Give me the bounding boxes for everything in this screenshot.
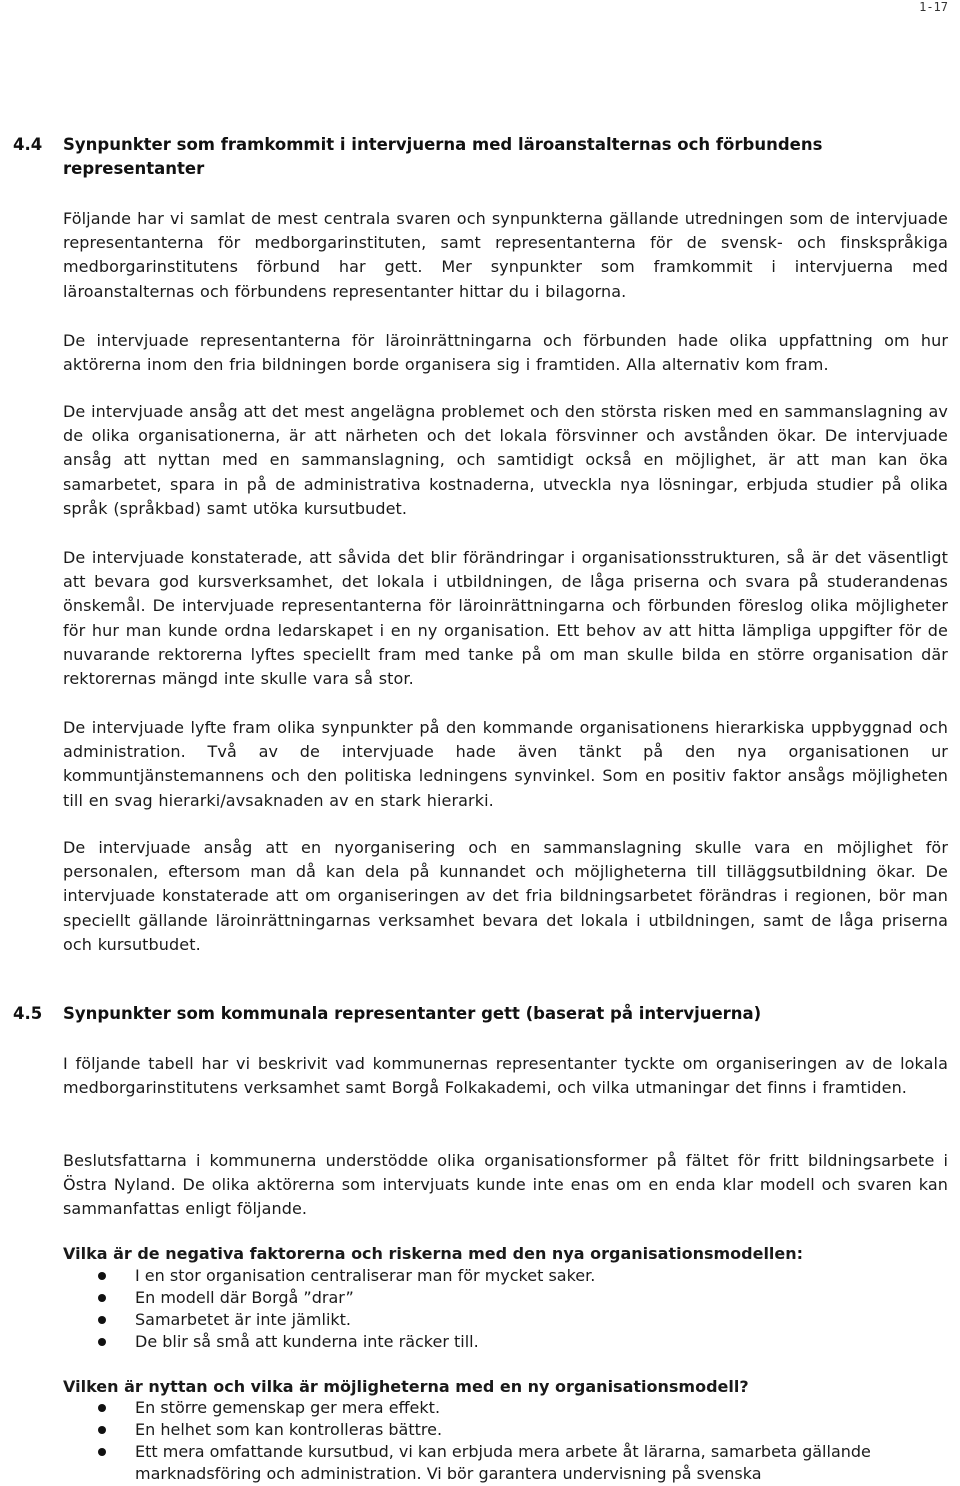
list-item [63, 1331, 948, 1353]
bullet-icon [98, 1426, 106, 1434]
paragraph: Beslutsfattarna i kommunerna understödde olika organisationsformer på fältet för fritt bildningsarbete i Östra Nyland. De olika aktörerna som intervjuats kunde inte enas om en enda klar modell och svaren kan sammanfattas enligt följande. [63, 1151, 948, 1219]
paragraph: De intervjuade ansåg att det mest angelägna problemet och den största risken med en sammanslagning av de olika organisationerna, är att närheten och det lokala försvinner och avstånden ökar. De intervjuade ansåg att nyttan med en sammanslagning, och samtidigt också en möjlighet, är att man kan öka samarbetet, spara in på de administrativa kostnaderna, utveckla nya lösningar, erbjuda studier på olika språk (språkbad) samt utöka kursutbudet. [63, 402, 948, 518]
bullet-icon [98, 1272, 106, 1280]
section-title: Synpunkter som framkommit i intervjuerna med läroanstalternas och förbundens representanter [63, 135, 823, 178]
list-item-text: I en stor organisation centraliserar man för mycket saker. [135, 1266, 596, 1285]
paragraph: De intervjuade ansåg att en nyorganisering och en sammanslagning skulle vara en möjlighet för personalen, eftersom man då kan dela på kunnandet och möjligheterna till tilläggsutbildning ökar. De intervjuade konstaterade att om organiseringen av det fria bildningsarbetet förändras i regionen, bör man speciellt gällande läroinrättningarnas verksamhet bevara det lokala i utbildningen, samt de låga priserna och kursutbudet. [63, 838, 948, 954]
paragraph: De intervjuade representanterna för läroinrättningarna och förbunden hade olika uppfattning om hur aktörerna inom den fria bildningen borde organisera sig i framtiden. Alla alternativ kom fram. [63, 331, 948, 375]
benefits-list [63, 1397, 948, 1485]
list-item [63, 1397, 948, 1419]
paragraph: I följande tabell har vi beskrivit vad kommunernas representanter tyckte om organiseringen av de lokala medborgarinstitutens verksamhet samt Borgå Folkakademi, och vilka utmaningar det finns i framtiden. [63, 1054, 948, 1098]
list-item-text: En helhet som kan kontrolleras bättre. [135, 1420, 443, 1439]
bullet-icon [98, 1294, 106, 1302]
paragraph: De intervjuade lyfte fram olika synpunkter på den kommande organisationens hierarkiska uppbyggnad och administration. Två av de intervjuade hade även tänkt på den nya organisationen ur kommuntjänstemannens och den politiska ledningens synvinkel. Som en positiv faktor ansågs möjligheten till en svag hierarki/avsaknaden av en stark hierarki. [63, 718, 948, 810]
section-title: Synpunkter som kommunala representanter gett (baserat på intervjuerna) [63, 1004, 762, 1023]
list-item [63, 1309, 948, 1331]
paragraph: De intervjuade konstaterade, att såvida det blir förändringar i organisationsstrukturen, så är det väsentligt att bevara god kursverksamhet, det lokala i utbildningen, de låga priserna och svara på studerandenas önskemål. De intervjuade representanterna för läroinrättningarna och förbunden föreslog olika möjligheter för hur man kunde ordna ledarskapet i en ny organisation. Ett behov av att hitta lämpliga uppgifter för de nuvarande rektorerna lyftes speciellt fram med tanke på om man skulle bilda en större organisation där rektorernas mängd inte skulle vara så stor. [63, 548, 948, 689]
list-item-text: De blir så små att kunderna inte räcker till. [135, 1332, 479, 1351]
list-item-text: Ett mera omfattande kursutbud, vi kan erbjuda mera arbete åt lärarna, samarbeta gällande marknadsföring och administration. Vi bör garantera undervisning på svenska [135, 1442, 871, 1483]
bullet-icon [98, 1404, 106, 1412]
list-item-text: Samarbetet är inte jämlikt. [135, 1310, 352, 1329]
list-item-text: En större gemenskap ger mera effekt. [135, 1398, 441, 1417]
negatives-question: Vilka är de negativa faktorerna och riskerna med den nya organisationsmodellen: [63, 1244, 804, 1263]
benefits-question: Vilken är nyttan och vilka är möjligheterna med en ny organisationsmodell? [63, 1377, 749, 1396]
list-item [63, 1419, 948, 1441]
bullet-icon [98, 1448, 106, 1456]
section-number: 4.5 [13, 1004, 43, 1023]
list-item [63, 1441, 948, 1485]
bullet-icon [98, 1338, 106, 1346]
bullet-icon [98, 1316, 106, 1324]
list-item [63, 1287, 948, 1309]
list-item [63, 1265, 948, 1287]
page-number: 1-17 [919, 0, 948, 14]
negatives-list [63, 1265, 948, 1353]
list-item-text: En modell där Borgå ”drar” [135, 1288, 354, 1307]
paragraph: Följande har vi samlat de mest centrala svaren och synpunkterna gällande utredningen som de intervjuade representanterna för medborgarinstituten, samt representanterna för de svensk- och finskspråkiga medborgarinstitutens förbund har gett. Mer synpunkter som framkommit i intervjuerna med läroanstalternas och förbundens representanter hittar du i bilagorna. [63, 209, 948, 301]
section-number: 4.4 [13, 135, 43, 154]
